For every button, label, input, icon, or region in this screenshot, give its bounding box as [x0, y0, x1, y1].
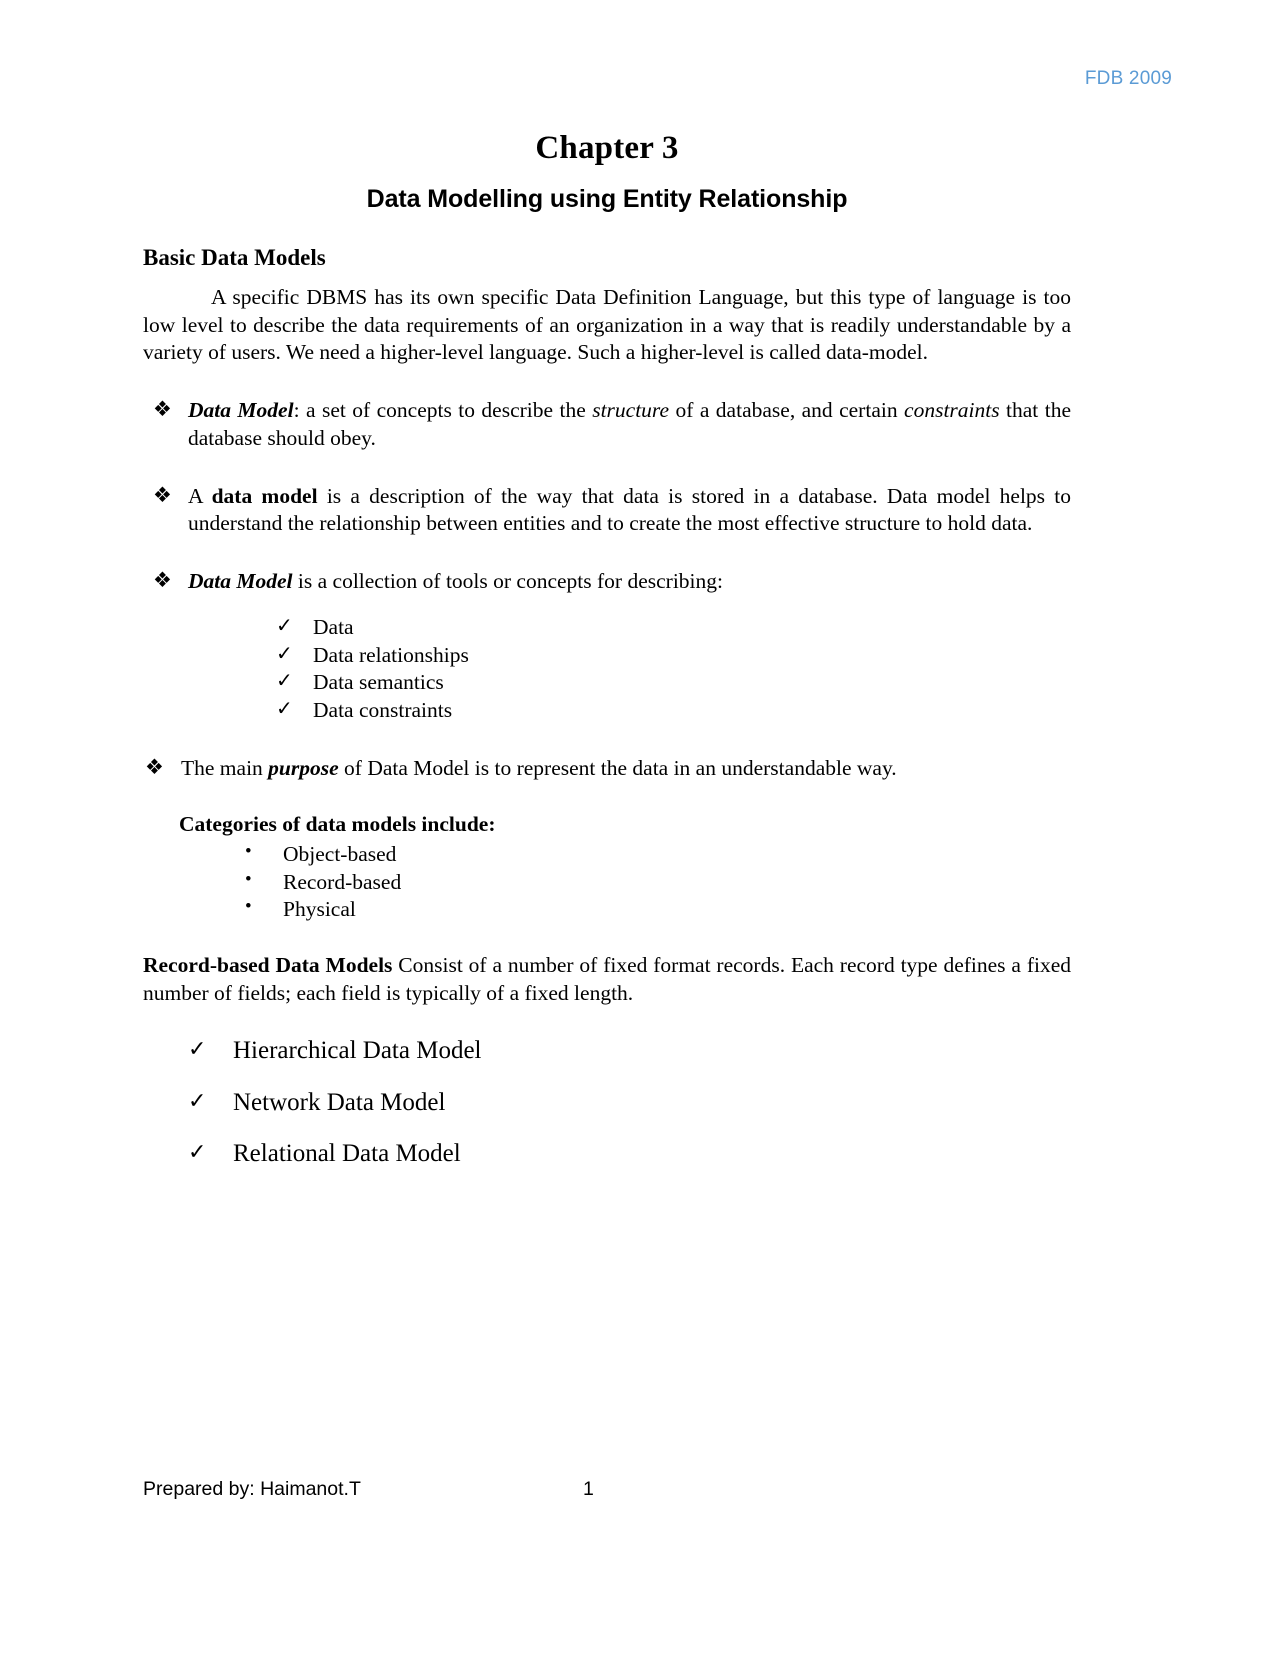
- record-based-paragraph: [143, 952, 1071, 1007]
- bullet-text: of Data Model is to represent the data in an understandable way.: [338, 755, 897, 780]
- check-icon: ✓: [276, 670, 293, 693]
- document-content: [143, 130, 1071, 1171]
- list-item: [188, 1087, 1071, 1120]
- list-item-label: Data relationships: [313, 642, 469, 667]
- check-icon: ✓: [188, 1036, 207, 1062]
- diamond-bullet-icon: ❖: [145, 754, 164, 779]
- bullet-item-main-purpose: [143, 755, 1071, 783]
- list-item-label: Relational Data Model: [233, 1140, 461, 1168]
- bullet-text: is a collection of tools or concepts for describing:: [292, 569, 723, 594]
- record-based-models-list: [143, 1035, 1071, 1171]
- list-item: [188, 1035, 1071, 1068]
- page-header-course-code: FDB 2009: [1084, 68, 1172, 89]
- categories-title: Categories of data models include:: [179, 811, 496, 836]
- list-item: [276, 642, 1071, 670]
- check-icon: ✓: [276, 698, 293, 721]
- bullet-pre-text: The main: [181, 755, 269, 780]
- bullet-italic-constraints: constraints: [904, 398, 1000, 423]
- list-item: [245, 841, 1071, 869]
- bullet-item-data-model-description: [143, 483, 1071, 538]
- section-heading-basic-data-models: Basic Data Models: [143, 245, 326, 270]
- list-item-label: Data: [313, 614, 354, 639]
- diamond-bullet-icon: ❖: [153, 568, 172, 593]
- categories-list: [179, 841, 1071, 924]
- bullet-term-purpose: purpose: [268, 755, 339, 780]
- list-item-label: Physical: [283, 897, 356, 922]
- dot-bullet-icon: •: [245, 896, 252, 918]
- footer-page-number: 1: [583, 1478, 594, 1500]
- list-item-label: Record-based: [283, 869, 402, 894]
- list-item-label: Hierarchical Data Model: [233, 1037, 482, 1065]
- list-item: [245, 896, 1071, 924]
- bullet-pre-text: A: [188, 483, 212, 508]
- record-based-text: Consist of a number of fixed format records. Each record type defines a fixed number of fields; each field is typically of a fixed length.: [143, 952, 1072, 1005]
- bullet-text: is a description of the way that data is stored in a database. Data model helps to understand the relationship between entities and to create the most effective structure to hold data.: [188, 483, 1072, 536]
- list-item: [276, 697, 1071, 725]
- check-icon: ✓: [276, 642, 293, 665]
- bullet-italic-structure: structure: [592, 398, 670, 423]
- list-item-label: Object-based: [283, 842, 397, 867]
- list-item: [245, 869, 1071, 897]
- intro-paragraph-text: A specific DBMS has its own specific Data Definition Language, but this type of language is too low level to describe the data requirements of an organization in a way that is readily understandable by a variety of users. We need a higher-level language. Such a higher-level is called data-model.: [143, 285, 1071, 365]
- bullet-text-b: of a database, and certain: [669, 398, 905, 423]
- check-icon: ✓: [188, 1139, 207, 1165]
- record-based-lead-term: Record-based Data Models: [143, 952, 393, 977]
- list-item-label: Data semantics: [313, 670, 444, 695]
- list-item-label: Network Data Model: [233, 1088, 446, 1116]
- dot-bullet-icon: •: [245, 868, 252, 890]
- check-icon: ✓: [276, 614, 293, 637]
- bullet-lead-term: Data Model: [188, 569, 293, 594]
- bullet-lead-term: Data Model: [188, 398, 294, 423]
- diamond-bullet-icon: ❖: [153, 482, 172, 507]
- bullet-text-a: : a set of concepts to describe the: [293, 398, 593, 423]
- bullet-item-data-model-collection: [143, 568, 1071, 725]
- list-item: [276, 669, 1071, 697]
- page-title-chapter: Chapter 3: [535, 130, 679, 166]
- list-item-label: Data constraints: [313, 698, 453, 723]
- bullet-item-data-model-definition: [143, 397, 1071, 452]
- main-bullet-list: [143, 397, 1071, 782]
- data-model-describes-list: [188, 614, 1071, 725]
- list-item: [188, 1138, 1071, 1171]
- diamond-bullet-icon: ❖: [153, 397, 172, 422]
- list-item: [276, 614, 1071, 642]
- footer-prepared-by: Prepared by: Haimanot.T: [143, 1478, 361, 1500]
- check-icon: ✓: [188, 1087, 207, 1113]
- intro-paragraph: [143, 284, 1071, 367]
- bullet-lead-term: data model: [211, 483, 318, 508]
- page-subtitle: Data Modelling using Entity Relationship: [366, 185, 848, 213]
- dot-bullet-icon: •: [245, 841, 252, 863]
- categories-block: [143, 811, 1071, 924]
- bullet-text-c: that the database should obey.: [188, 398, 1071, 450]
